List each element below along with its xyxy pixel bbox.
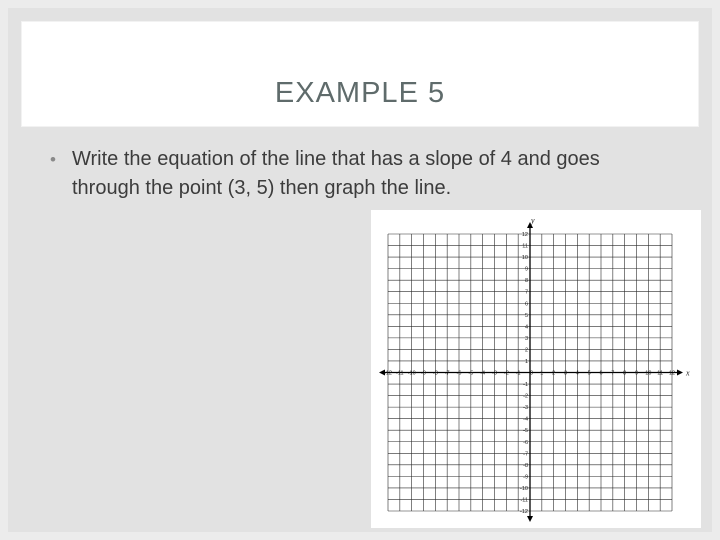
x-tick-label: 9 — [634, 370, 639, 377]
title-box — [22, 22, 698, 126]
x-tick-label: -3 — [492, 370, 497, 377]
x-tick-label: 8 — [623, 370, 627, 377]
y-tick-label: 4 — [524, 324, 528, 331]
y-tick-label: 6 — [524, 301, 528, 308]
y-tick-label: -8 — [523, 462, 528, 469]
x-axis-label: x — [686, 368, 690, 378]
x-tick-label: -4 — [480, 370, 486, 377]
y-tick-label: -7 — [523, 451, 528, 458]
slide-title: EXAMPLE 5 — [274, 77, 446, 109]
x-axis-arrow-right — [677, 370, 683, 376]
bullet-item — [50, 145, 670, 203]
x-tick-label: -11 — [396, 370, 404, 377]
y-tick-label: -3 — [523, 405, 528, 412]
x-tick-label: -1 — [515, 370, 521, 377]
bullet-text: Write the equation of the line that has a slope of 4 and goes through the point (3, 5) then graph the line. — [72, 148, 600, 199]
bullet-marker: • — [50, 150, 56, 169]
x-tick-label: -12 — [384, 370, 392, 377]
y-tick-label: -12 — [520, 509, 528, 515]
y-tick-label: 11 — [522, 243, 528, 250]
y-tick-label: -1 — [523, 382, 528, 389]
y-tick-label: 1 — [524, 358, 528, 365]
x-tick-label: -10 — [407, 370, 416, 377]
x-tick-label: 5 — [587, 370, 591, 377]
x-tick-label: 11 — [657, 370, 664, 377]
y-tick-label: 7 — [524, 289, 528, 296]
x-tick-label: 7 — [611, 370, 615, 377]
y-tick-label: -4 — [523, 416, 528, 423]
x-tick-label: 2 — [552, 370, 556, 377]
y-axis-arrow-down — [527, 516, 533, 522]
y-tick-label: -6 — [523, 439, 528, 446]
x-tick-label: 12 — [668, 370, 676, 377]
x-tick-label: -5 — [468, 370, 474, 377]
coordinate-grid-image — [371, 210, 701, 528]
y-tick-label: -10 — [520, 485, 528, 492]
x-tick-label: -6 — [456, 370, 462, 377]
coordinate-grid — [371, 210, 701, 528]
x-tick-label: 0 — [529, 370, 534, 377]
y-tick-label: 8 — [524, 278, 528, 285]
x-tick-label: 1 — [540, 370, 544, 377]
y-tick-label: -2 — [523, 393, 528, 400]
y-tick-label: 3 — [524, 335, 528, 342]
y-tick-label: 2 — [524, 347, 528, 354]
y-tick-label: -11 — [520, 497, 528, 504]
y-tick-label: 5 — [524, 312, 528, 319]
x-tick-label: -8 — [432, 370, 438, 377]
x-tick-label: 3 — [563, 370, 568, 377]
y-tick-label: 12 — [521, 232, 528, 238]
y-tick-label: 9 — [524, 266, 528, 273]
y-tick-label: 10 — [521, 255, 528, 262]
x-tick-label: -2 — [503, 370, 509, 377]
x-tick-label: -7 — [444, 370, 450, 377]
x-tick-label: 4 — [575, 370, 579, 377]
x-tick-label: 10 — [645, 370, 652, 377]
x-tick-label: -9 — [421, 370, 426, 377]
y-tick-label: -9 — [523, 474, 528, 481]
y-tick-label: -5 — [523, 428, 528, 435]
x-tick-label: 6 — [599, 370, 603, 377]
y-axis-label: y — [531, 216, 535, 225]
